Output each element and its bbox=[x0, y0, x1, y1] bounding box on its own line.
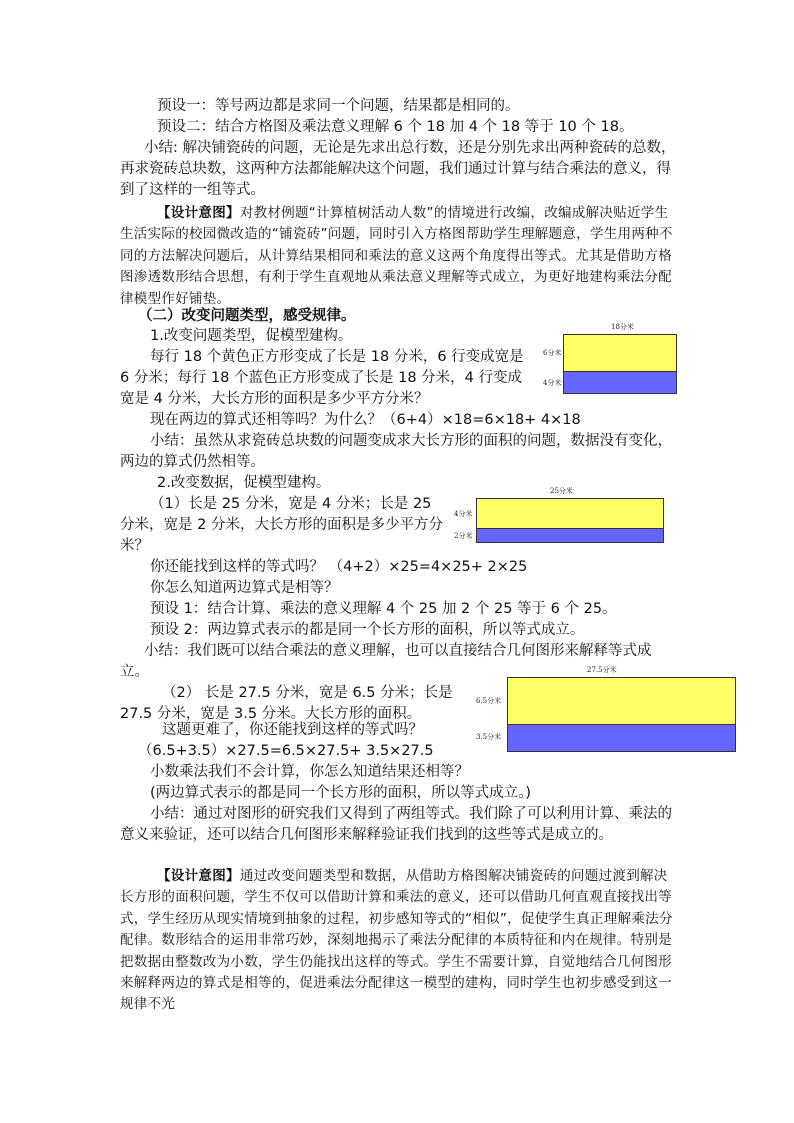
fig2-yellow-rect bbox=[476, 498, 664, 528]
step-2-preset-2: 预设 2：两边算式表示的都是同一个长方形的面积，所以等式成立。 bbox=[150, 622, 585, 638]
design-intent-1 bbox=[120, 203, 678, 310]
figure-rectangle-1 bbox=[540, 321, 680, 401]
step-1-problem: 每行 18 个黄色正方形变成了长是 18 分米，6 行变成宽是 6 分米；每行 18 个蓝色正方形变成了长是 18 分米，4 行变成宽是 4 分米，大长方形的面积是多少平方分米？ bbox=[120, 349, 524, 407]
fig1-yellow-rect bbox=[563, 334, 677, 371]
fig1-length-label: 18分米 bbox=[611, 323, 634, 331]
step-2-problem-1: （1）长是 25 分米，宽是 4 分米；长是 25 分米，宽是 2 分米，大长方形的面积是多少平方分米？ bbox=[120, 496, 443, 554]
step-1-title: 1.改变问题类型，促模型建构。 bbox=[150, 328, 353, 344]
fig1-blue-rect bbox=[563, 371, 677, 394]
step-2-question-4: 小数乘法我们不会计算，你怎么知道结果还相等？ bbox=[150, 764, 469, 780]
fig2-bottom-width-label: 2分米 bbox=[454, 532, 473, 540]
design-intent-2 bbox=[120, 866, 678, 1016]
fig1-top-width-label: 6分米 bbox=[543, 349, 562, 357]
step-2-question-3: 这题更难了，你还能找到这样的等式吗？ bbox=[162, 722, 423, 738]
design-intent-2-label: 【设计意图】 bbox=[157, 868, 240, 884]
figure-rectangle-2 bbox=[450, 485, 670, 547]
step-2-question-1: 你还能找到这样的等式吗？ （4+2）×25=4×25+ 2×25 bbox=[150, 559, 528, 575]
preset-one: 预设一：等号两边都是求同一个问题，结果都是相同的。 bbox=[157, 98, 520, 114]
design-intent-2-text: 通过改变问题类型和数据，从借助方格图解决铺瓷砖的问题过渡到解决长方形的面积问题，学生不仅可以借助计算和乘法的意义，还可以借助几何直观直接找出等式，学生经历从现实情境到抽象的过程，初步感知等式的“相似”，促使学生真正理解乘法分配律。数形结合的运用非常巧妙，深刻地揭示了乘法分配律的本质特征和内在规律。特别是把数据由整数改为小数，学生仍能找出这样的等式。学生不需要计算，自觉地结合几何图形来解释两边的算式是相等的，促进乘法分配律这一模型的建构，同时学生也初步感受到这一规律不光 bbox=[120, 868, 673, 1013]
fig1-bottom-width-label: 4分米 bbox=[543, 379, 562, 387]
section-heading-2: （二）改变问题类型，感受规律。 bbox=[138, 308, 356, 324]
design-intent-label: 【设计意图】 bbox=[157, 205, 240, 221]
figure-rectangle-3 bbox=[474, 664, 739, 754]
fig3-blue-rect bbox=[507, 724, 736, 752]
preset-two: 预设二：结合方格图及乘法意义理解 6 个 18 加 4 个 18 等于 10 个 18。 bbox=[157, 119, 634, 135]
step-2-question-2: 你怎么知道两边算式是相等？ bbox=[150, 580, 339, 596]
fig3-yellow-rect bbox=[507, 677, 736, 724]
fig2-blue-rect bbox=[476, 528, 664, 543]
step-1-summary: 小结：虽然从求瓷砖总块数的问题变成求大长方形的面积的问题，数据没有变化，两边的算式仍然相等。 bbox=[120, 433, 672, 470]
step-2-title: 2.改变数据，促模型建构。 bbox=[157, 475, 331, 491]
fig2-top-width-label: 4分米 bbox=[454, 510, 473, 518]
fig3-bottom-width-label: 3.5分米 bbox=[476, 733, 502, 741]
step-2-equation-3: （6.5+3.5）×27.5=6.5×27.5+ 3.5×27.5 bbox=[138, 743, 434, 759]
design-intent-text: 对教材例题“计算植树活动人数”的情境进行改编，改编成解决贴近学生生活实际的校园微改造的“铺瓷砖”问题，同时引入方格图帮助学生理解题意，学生用两种不同的方法解决问题后，从计算结果相同和乘法的意义这两个角度得出等式。尤其是借助方格图渗透数形结合思想，有利于学生直观地从乘法意义理解等式成立，为更好地建构乘法分配律模型作好铺垫。 bbox=[120, 205, 673, 307]
step-1-question: 现在两边的算式还相等吗？为什么？（6+4）×18=6×18+ 4×18 bbox=[150, 412, 581, 428]
fig3-length-label: 27.5分米 bbox=[587, 666, 617, 674]
fig2-length-label: 25分米 bbox=[550, 487, 573, 495]
step-2-problem-2: （2） 长是 27.5 分米，宽是 6.5 分米；长是 27.5 分米，宽是 3.5 分米。大长方形的面积。 bbox=[120, 685, 453, 722]
step-2-summary: 小结：我们既可以结合乘法的意义理解，也可以直接结合几何图形来解释等式成立。 bbox=[120, 643, 652, 680]
fig3-top-width-label: 6.5分米 bbox=[476, 697, 502, 705]
summary-1: 小结: 解决铺瓷砖的问题，无论是先求出总行数，还是分别先求出两种瓷砖的总数，再求瓷砖总块数，这两种方法都能解决这个问题，我们通过计算与结合乘法的意义，得到了这样的一组等式。 bbox=[120, 140, 676, 198]
step-2-answer: (两边算式表示的都是同一个长方形的面积，所以等式成立。) bbox=[150, 785, 532, 801]
step-2-preset-1: 预设 1：结合计算、乘法的意义理解 4 个 25 加 2 个 25 等于 6 个 25。 bbox=[150, 601, 617, 617]
step-2-summary-2: 小结：通过对图形的研究我们又得到了两组等式。我们除了可以利用计算、乘法的意义来验证，还可以结合几何图形来解释验证我们找到的这些等式是成立的。 bbox=[120, 806, 672, 843]
